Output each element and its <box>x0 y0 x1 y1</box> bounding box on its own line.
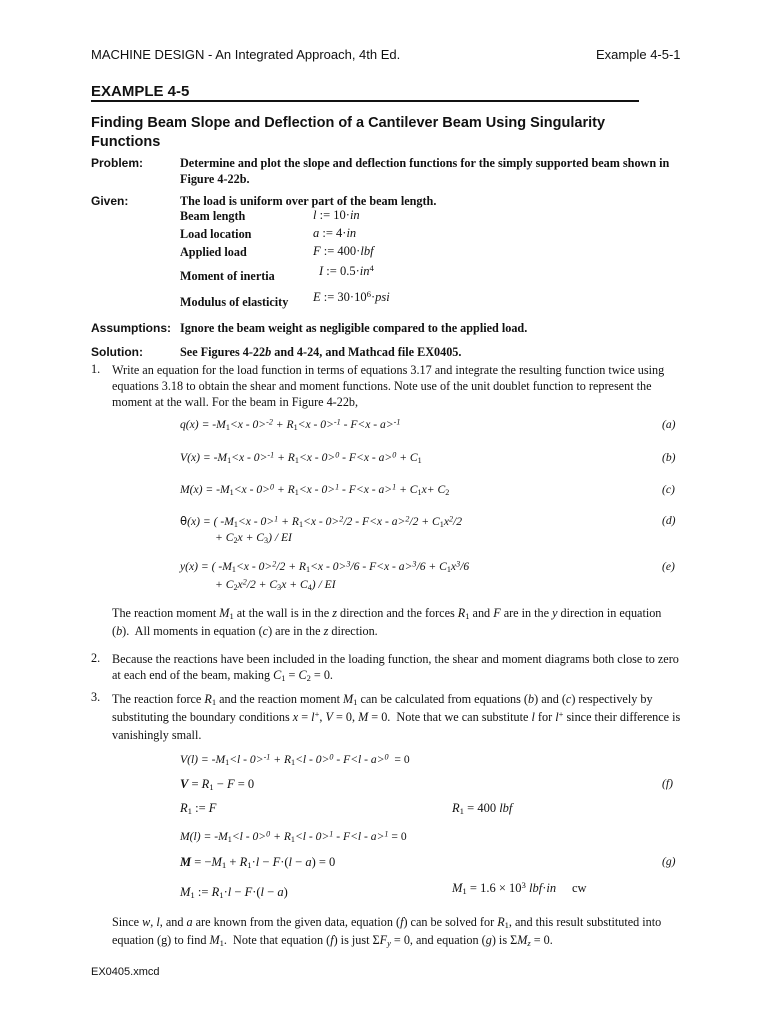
r1-result: $R_1 = 400$ lbf <box>452 801 513 817</box>
step-2-text: Because the reactions have been included in the loading function, the shear and moment diagrams both close to zero at each end of the beam, making $C_1 = C_2 = 0$. <box>112 652 679 684</box>
equation-tag-g: (g) <box>662 855 676 868</box>
given-name-modulus: Modulus of elasticity <box>180 295 289 309</box>
footer-filename: EX0405.xmcd <box>91 966 160 978</box>
closing-text: Since w, l, and a are known from the given data, equation (f) can be solved for $R_1$, and this result substituted into equation (g) to find $M_1$. Note that equation (f) is just $\Sigma F_y = 0$, and equation (g) is $\Sigma M_z = 0$. <box>112 915 662 949</box>
title-rule <box>91 100 639 102</box>
equation-tag-c: (c) <box>662 483 675 496</box>
example-title: EXAMPLE 4-5 <box>91 83 190 100</box>
given-value-moment-of-inertia: I := $0.5\cdot in^4$ <box>319 263 374 278</box>
equation-a: $q(x) = -M_1<x - 0>^{-2} + R_1<x - 0>^{-1} - F<x - a>^{-1}$ <box>180 417 401 433</box>
step-3-number: 3. <box>91 690 101 704</box>
given-name-applied-load: Applied load <box>180 245 247 259</box>
equation-tag-a: (a) <box>662 418 676 431</box>
given-value-beam-length: l := 10·in <box>313 208 360 222</box>
given-name-load-location: Load location <box>180 227 252 241</box>
equation-e-line1: y(x) = ( $-M_1<x - 0>^2/2 + R_1<x - 0>^3/6 - F<x - a>^3/6 + C_1x^3/6$ <box>180 559 470 575</box>
step-1-text: Write an equation for the load function in terms of equations 3.17 and integrate the resulting function twice using equations 3.18 to obtain the shear and moment functions. Note use of the unit doublet function to represent the moment at the wall. For the beam in Figure 4-22b, <box>112 363 665 409</box>
step-3-text: The reaction force $R_1$ and the reaction moment $M_1$ can be calculated from equations (b) and (c) respectively by substituting the boundary conditions x = l+, V = 0, M = 0. Note that we can substitute l for l+ since their difference is vanishingly small. <box>112 692 681 742</box>
problem-label: Problem: <box>91 156 144 170</box>
m1-result: $M_1 = 1.6 \times 10^3$ lbf·in <box>452 880 557 897</box>
equation-tag-e: (e) <box>662 560 675 573</box>
r1-assignment: $R_1$ := F <box>180 801 217 817</box>
given-name-beam-length: Beam length <box>180 209 246 223</box>
assumptions-label: Assumptions: <box>91 321 172 335</box>
running-header-title: MACHINE DESIGN - An Integrated Approach, 4th Ed. <box>91 47 401 62</box>
equation-d-line1: θ(x) = ( $-M_1<x - 0>^1 + R_1<x - 0>^2/2 - F<x - a>^2/2 + C_1x^2/2$ <box>180 514 463 530</box>
given-value-modulus: E := $30\cdot 10^6\cdot psi$ <box>313 289 390 304</box>
reaction-note: The reaction moment $M_1$ at the wall is in the z direction and the forces $R_1$ and F are in the y direction in equation (b). All moments in equation (c) are in the z direction. <box>112 606 662 638</box>
m1-assignment: $M_1$ := $R_1\cdot l - F\cdot(l - a)$ <box>180 885 288 901</box>
given-intro: The load is uniform over part of the beam length. <box>180 194 437 208</box>
equation-v-at-l: $V(l) = -M_1<l - 0>^{-1} + R_1<l - 0>^0 - F<l - a>^0 = 0$ <box>180 752 410 768</box>
equation-b: $V(x) = -M_1<x - 0>^{-1} + R_1<x - 0>^0 - F<x - a>^0 + C_1$ <box>180 450 422 466</box>
given-name-moment-of-inertia: Moment of inertia <box>180 269 275 283</box>
main-title: Finding Beam Slope and Deflection of a Cantilever Beam Using Singularity Functions <box>91 115 606 150</box>
given-value-load-location: a := 4·in <box>313 226 357 240</box>
equation-tag-f: (f) <box>662 777 673 790</box>
m1-direction: cw <box>572 881 587 895</box>
step-2-number: 2. <box>91 651 101 665</box>
problem-text <box>180 155 680 187</box>
step-1-number: 1. <box>91 362 101 376</box>
equation-c: $M(x) = -M_1<x - 0>^0 + R_1<x - 0>^1 - F<x - a>^1 + C_1x+ C_2$ <box>180 482 450 498</box>
equation-e-line2: + $C_2x^2/2 + C_3x + C_4$) / EI <box>215 577 336 593</box>
problem-text-body: Determine and plot the slope and deflection functions for the simply supported beam shown in Figure 4-22b. <box>180 156 670 186</box>
equation-d-line2: + $C_2x + C_3$) / EI <box>215 531 292 546</box>
running-header-example-ref: Example 4-5-1 <box>596 47 681 62</box>
equation-tag-d: (d) <box>662 514 676 527</box>
equation-g: $M = -M_1 + R_1\cdot l - F\cdot(l - a) = 0$ <box>180 855 336 871</box>
given-label: Given: <box>91 194 129 208</box>
equation-tag-b: (b) <box>662 451 676 464</box>
given-value-applied-load: F := 400·lbf <box>313 244 374 258</box>
assumptions-text: Ignore the beam weight as negligible compared to the applied load. <box>180 321 528 335</box>
solution-text: See Figures 4-22b and 4-24, and Mathcad file EX0405. <box>180 345 462 359</box>
equation-m-at-l: $M(l) = -M_1<l - 0>^0 + R_1<l - 0>^1 - F<l - a>^1 = 0$ <box>180 829 407 845</box>
equation-f: $V = R_1 - F = 0$ <box>180 777 255 793</box>
solution-label: Solution: <box>91 345 143 359</box>
